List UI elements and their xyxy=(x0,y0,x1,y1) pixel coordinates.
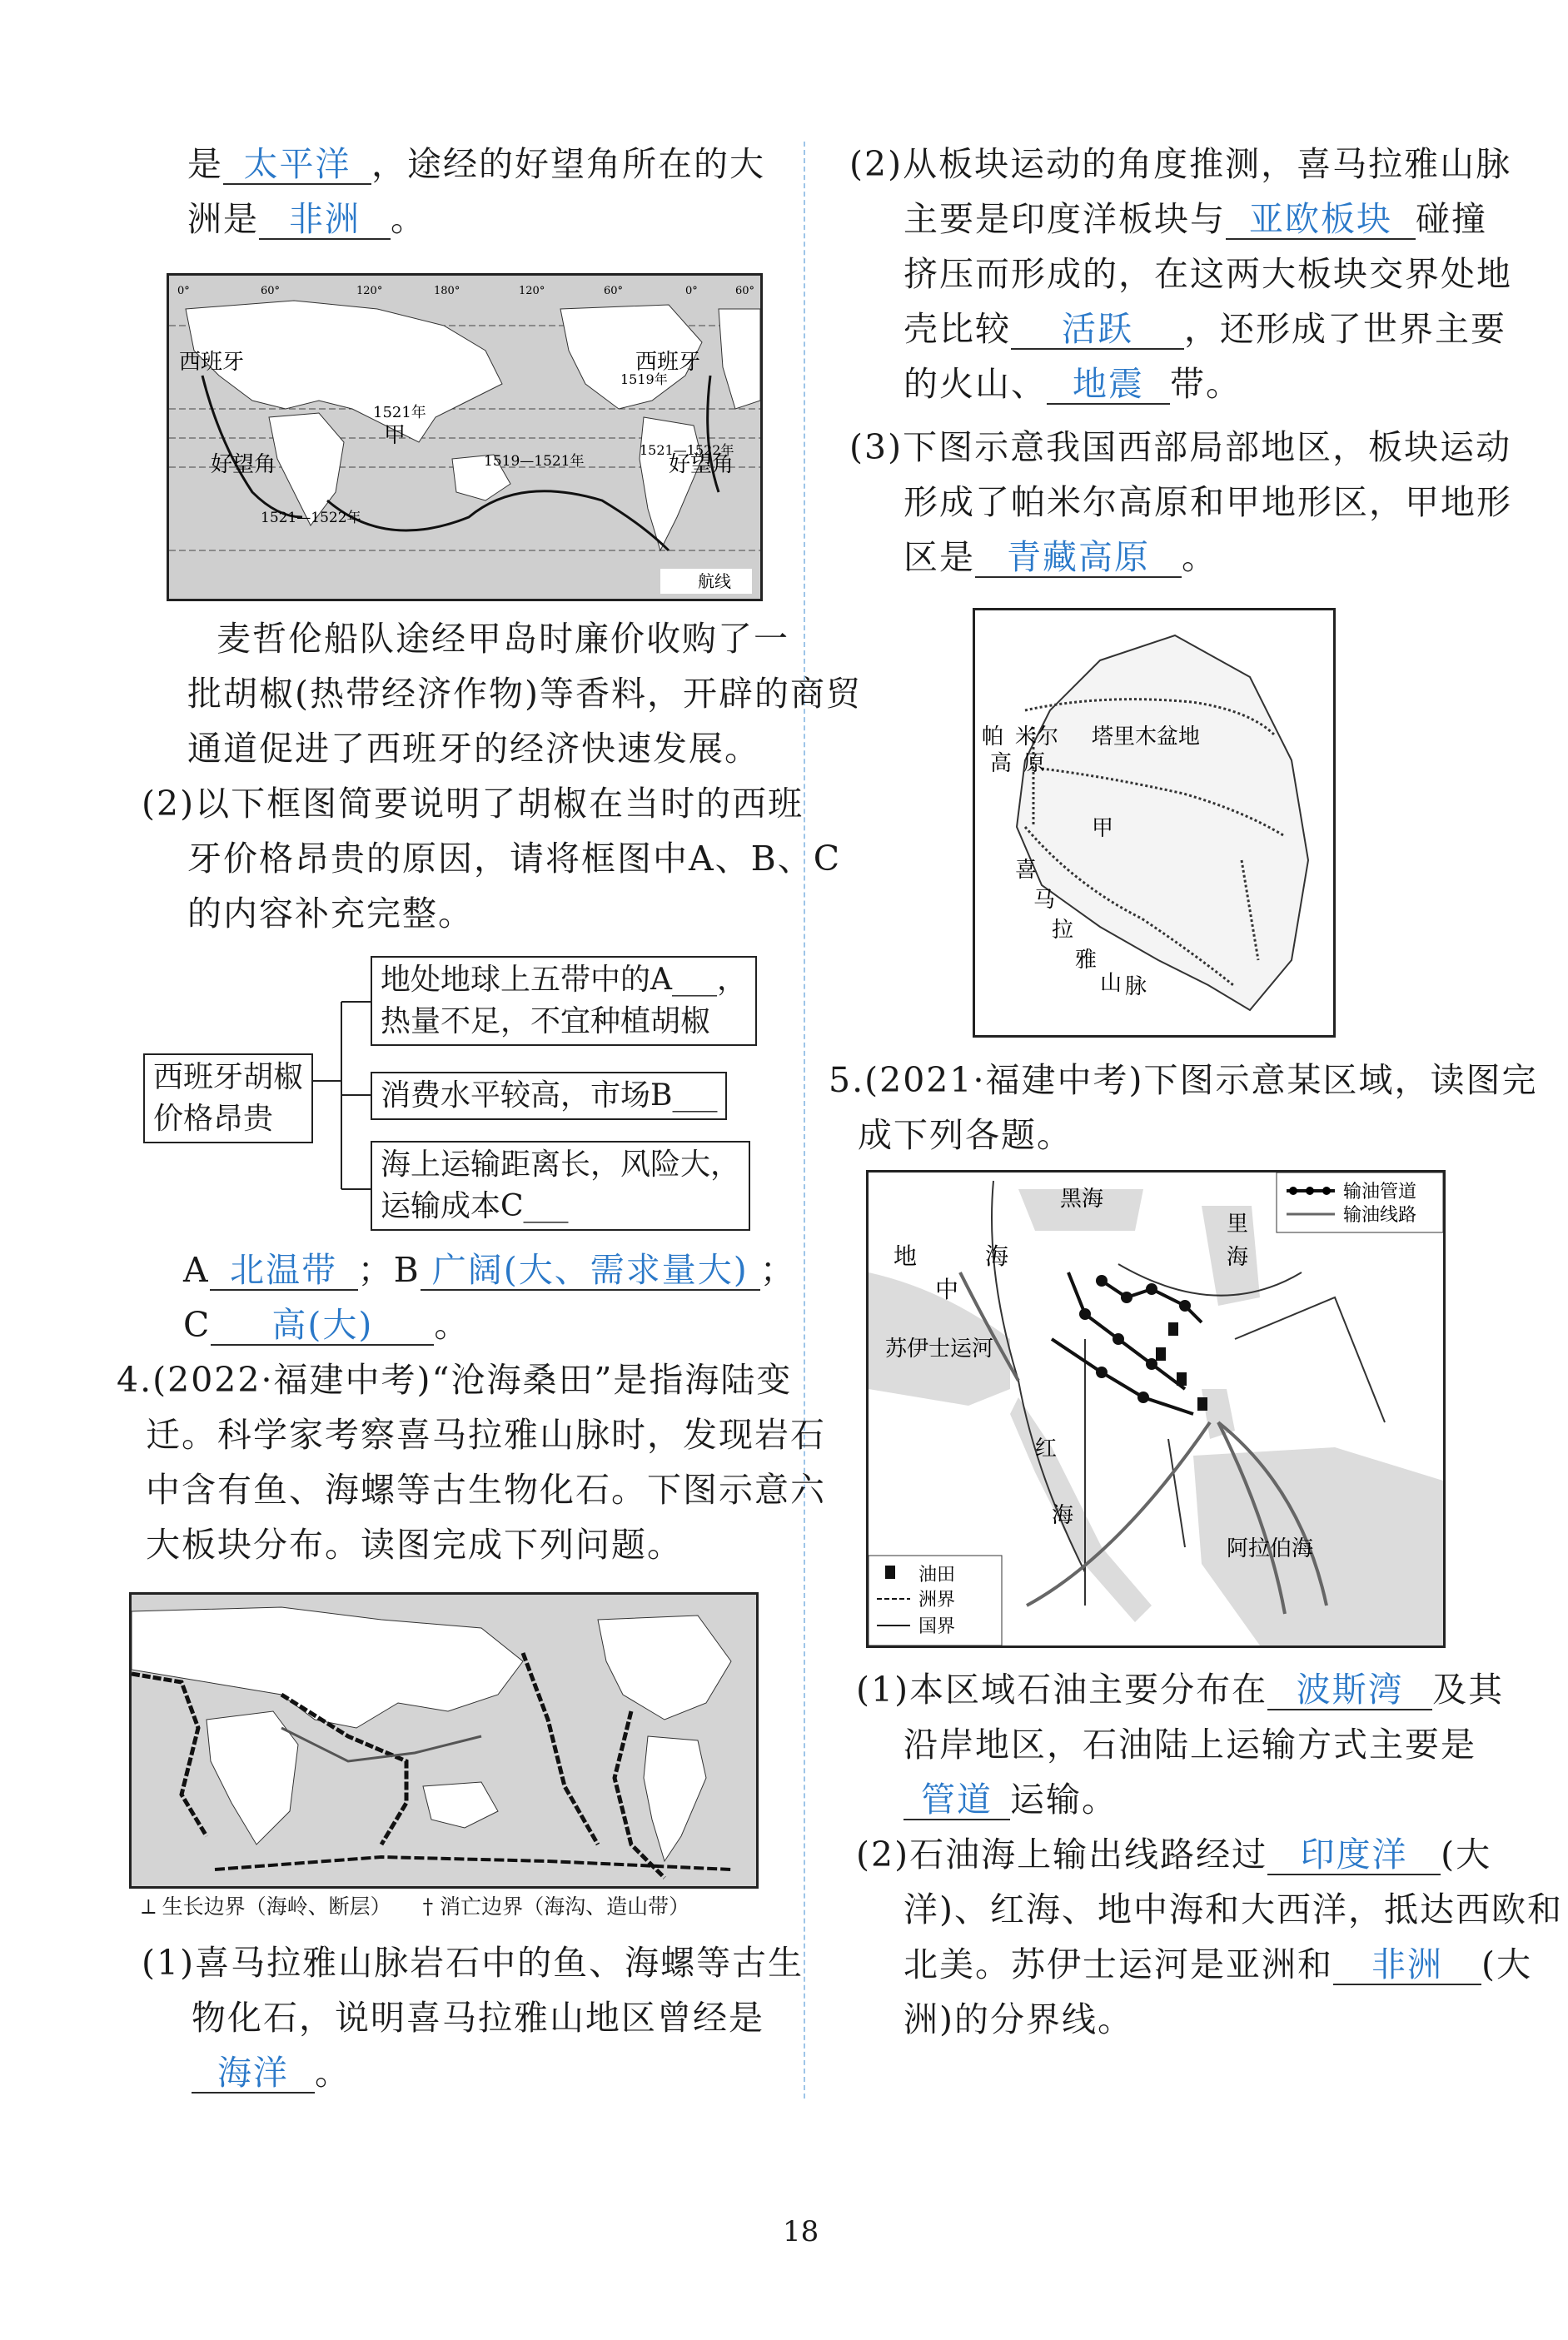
lon-label: 0° xyxy=(177,285,190,297)
text: 。 xyxy=(434,1305,470,1345)
lon-label: 0° xyxy=(685,285,698,297)
plate-map xyxy=(129,1592,759,1889)
text-line: 麦哲伦船队途经甲岛时廉价收购了一 xyxy=(217,619,789,659)
text-line: 形成了帕米尔高原和甲地形区，甲地形 xyxy=(903,482,1512,522)
answer-blank: 海洋 xyxy=(192,2054,315,2094)
answer-blank: 波斯湾 xyxy=(1267,1670,1432,1710)
text-line xyxy=(903,198,1487,240)
label-med: 地 xyxy=(894,1242,918,1270)
text-line: 5.(2021·福建中考)下图示意某区域，读图完 xyxy=(829,1060,1538,1100)
label-himalaya: 喜 xyxy=(1015,858,1038,883)
answer-blank: 非洲 xyxy=(259,200,391,240)
text: ；B xyxy=(357,1250,421,1290)
label-jia: 甲 xyxy=(1092,816,1114,841)
legend-oil: 油田 xyxy=(918,1565,956,1586)
text-line xyxy=(903,1944,1532,1985)
subduction-boundary-icon: † xyxy=(422,1894,434,1919)
text-line: 挤压而形成的，在这两大板块交界处地 xyxy=(903,254,1512,294)
label-caspian: 海 xyxy=(1227,1245,1249,1270)
flow-main-box xyxy=(143,1053,313,1143)
flow-text: 海上运输距离长，风险大， xyxy=(381,1148,741,1182)
text-line xyxy=(192,2052,351,2094)
text: (大 xyxy=(1441,1835,1492,1874)
column-divider xyxy=(804,142,805,2099)
text-line: (2)以下框图简要说明了胡椒在当时的西班 xyxy=(142,784,804,824)
flow-box-a xyxy=(371,956,757,1046)
label-pamir: 米尔 xyxy=(1015,724,1059,749)
label-himalaya: 脉 xyxy=(1125,974,1147,999)
answer-blank: 广阔(大、需求量大) xyxy=(421,1251,760,1291)
middle-east-map xyxy=(866,1170,1446,1648)
text-line: 沿岸地区，石油陆上运输方式主要是 xyxy=(903,1725,1476,1765)
label-route: 1521—1522年 xyxy=(261,510,361,526)
text-line: 批胡椒(热带经济作物)等香料，开辟的商贸 xyxy=(187,674,862,714)
text-line xyxy=(183,1249,796,1291)
label-suez: 苏伊士运河 xyxy=(885,1337,994,1362)
legend-text: 消亡边界（海沟、造山带） xyxy=(440,1894,690,1919)
text-line: 成下列各题。 xyxy=(858,1115,1073,1155)
lon-label: 120° xyxy=(356,285,383,297)
label-spain: 西班牙 xyxy=(179,350,245,375)
lon-label: 60° xyxy=(261,285,281,297)
legend-border: 国界 xyxy=(918,1616,956,1637)
lon-label: 60° xyxy=(604,285,624,297)
lon-label: 180° xyxy=(434,285,460,297)
text: C xyxy=(183,1305,212,1345)
text-line: 大板块分布。读图完成下列问题。 xyxy=(146,1525,683,1565)
flow-text: 价格昂贵 xyxy=(153,1102,274,1136)
text-line: 迁。科学家考察喜马拉雅山脉时，发现岩石 xyxy=(146,1415,826,1455)
flow-text: 消费水平较高，市场B___ xyxy=(381,1078,718,1113)
label-himalaya: 拉 xyxy=(1052,918,1074,943)
label-himalaya: 山 xyxy=(1100,971,1122,996)
text-line: (3)下图示意我国西部局部地区，板块运动 xyxy=(849,427,1512,467)
text-line xyxy=(856,1669,1504,1710)
text-line xyxy=(903,308,1506,350)
text: 主要是印度洋板块与 xyxy=(903,199,1226,239)
text: 北美。苏伊士运河是亚洲和 xyxy=(903,1944,1333,1984)
magellan-route-map xyxy=(167,273,763,601)
flow-text: 热量不足，不宜种植胡椒 xyxy=(381,1004,711,1038)
answer-blank: 印度洋 xyxy=(1267,1835,1441,1875)
legend-route: 航线 xyxy=(698,571,731,591)
label-red-sea: 红 xyxy=(1035,1436,1058,1461)
text-line: 洲)的分界线。 xyxy=(903,1999,1133,2039)
text: ，还形成了世界主要 xyxy=(1184,309,1506,349)
text-line: (2)从板块运动的角度推测，喜马拉雅山脉 xyxy=(849,144,1512,184)
flow-text: 西班牙胡椒 xyxy=(153,1060,304,1094)
answer-blank: 太平洋 xyxy=(223,145,371,185)
page-number: 18 xyxy=(783,2215,819,2248)
answer-blank: 亚欧板块 xyxy=(1226,200,1416,240)
text: ； xyxy=(759,1250,796,1290)
text-line: 牙价格昂贵的原因，请将框图中A、B、C xyxy=(187,839,842,879)
text: 。 xyxy=(391,199,426,239)
text-line: 中含有鱼、海螺等古生物化石。下图示意六 xyxy=(146,1470,826,1510)
text-line: 的内容补充完整。 xyxy=(187,894,474,934)
label-med: 中 xyxy=(935,1276,959,1303)
label-year: 1521年 xyxy=(373,404,426,421)
label-pamir: 帕 xyxy=(982,724,1004,749)
text: 区是 xyxy=(903,537,975,577)
label-pamir: 高 xyxy=(990,751,1013,776)
label-pamir: 原 xyxy=(1023,751,1046,776)
text-line xyxy=(183,1304,470,1346)
label-cape: 好望角 xyxy=(211,452,276,477)
label-red-sea: 海 xyxy=(1052,1503,1074,1528)
text-line: 物化石，说明喜马拉雅山地区曾经是 xyxy=(192,1998,764,2038)
legend-pipeline: 输油管道 xyxy=(1343,1182,1417,1202)
legend-text: 生长边界（海岭、断层） xyxy=(162,1894,391,1919)
label-route: 1521—1522年 xyxy=(640,442,734,458)
answer-blank: 地震 xyxy=(1047,365,1170,405)
text: 带。 xyxy=(1170,364,1242,404)
flow-box-c xyxy=(371,1141,750,1231)
label-himalaya: 雅 xyxy=(1075,948,1098,973)
text: (1)本区域石油主要分布在 xyxy=(856,1670,1268,1710)
text-line xyxy=(903,536,1217,578)
text: ，途经的好望角所在的大 xyxy=(371,144,765,184)
text-line: (1)喜马拉雅山脉岩石中的鱼、海螺等古生 xyxy=(142,1943,804,1983)
text-line: 通道促进了西班牙的经济快速发展。 xyxy=(187,729,760,769)
answer-blank: 北温带 xyxy=(210,1251,358,1291)
text: (大 xyxy=(1481,1944,1532,1984)
text-line xyxy=(187,198,426,240)
plate-legend xyxy=(142,1890,689,1920)
growth-boundary-icon: ⟂ xyxy=(142,1894,156,1919)
western-china-map xyxy=(973,608,1336,1038)
text-line xyxy=(856,1834,1491,1875)
text: 。 xyxy=(1182,537,1217,577)
flow-text: 运输成本C___ xyxy=(381,1189,569,1223)
label-tarim: 塔里木盆地 xyxy=(1092,724,1201,749)
text-line: 4.(2022·福建中考)“沧海桑田”是指海陆变 xyxy=(117,1360,793,1400)
flow-box-b xyxy=(371,1072,727,1120)
legend-continent: 洲界 xyxy=(918,1590,956,1611)
flow-text: 地处地球上五带中的A___， xyxy=(381,963,747,997)
text-line xyxy=(903,363,1242,405)
text: (2)石油海上输出线路经过 xyxy=(856,1835,1268,1874)
text: 洲是 xyxy=(187,199,259,239)
label-himalaya: 马 xyxy=(1033,888,1056,913)
text-line xyxy=(903,1779,1118,1820)
answer-blank: 非洲 xyxy=(1333,1945,1481,1985)
label-route: 1519年 xyxy=(620,371,668,387)
text: 碰撞 xyxy=(1416,199,1487,239)
lon-label: 60° xyxy=(735,285,755,297)
answer-blank: 青藏高原 xyxy=(975,538,1182,578)
text: A xyxy=(183,1250,210,1290)
text: 运输。 xyxy=(1010,1780,1118,1820)
text-line xyxy=(187,143,765,185)
label-jia: 甲 xyxy=(384,423,406,448)
label-black-sea: 黑海 xyxy=(1060,1187,1104,1212)
answer-blank: 高(大) xyxy=(211,1306,434,1346)
lon-label: 120° xyxy=(519,285,545,297)
answer-blank: 活跃 xyxy=(1011,310,1184,350)
text: 及其 xyxy=(1432,1670,1505,1710)
answer-blank: 管道 xyxy=(903,1780,1010,1820)
label-cape: 好望角 xyxy=(669,452,734,477)
text: 。 xyxy=(315,2053,351,2093)
legend-route: 输油线路 xyxy=(1343,1205,1417,1226)
label-med: 海 xyxy=(985,1242,1009,1270)
label-spain: 西班牙 xyxy=(635,350,701,375)
text-line: 洋)、红海、地中海和大西洋，抵达西欧和 xyxy=(903,1889,1563,1929)
label-route: 1519—1521年 xyxy=(484,453,585,470)
label-caspian: 里 xyxy=(1227,1212,1249,1237)
text: 壳比较 xyxy=(903,309,1011,349)
label-arabian-sea: 阿拉伯海 xyxy=(1227,1536,1314,1561)
text: 的火山、 xyxy=(903,364,1047,404)
text: 是 xyxy=(187,144,223,184)
